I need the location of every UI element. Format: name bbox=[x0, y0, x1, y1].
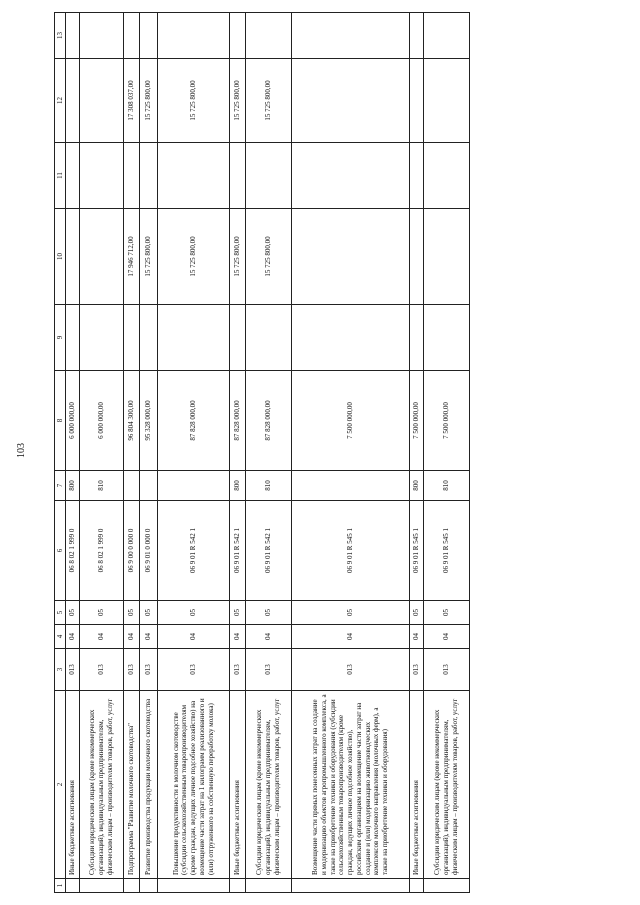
cell-c8: 7 500 000,00 bbox=[410, 371, 424, 471]
row-marker-cell bbox=[80, 879, 124, 893]
cell-c10: 15 725 800,00 bbox=[140, 209, 158, 305]
column-header: 4 bbox=[55, 625, 66, 649]
cell-c3: 013 bbox=[424, 649, 470, 691]
cell-c13 bbox=[410, 13, 424, 59]
cell-c8: 95 328 000,00 bbox=[140, 371, 158, 471]
cell-c7: 800 bbox=[410, 471, 424, 501]
cell-c7 bbox=[124, 471, 140, 501]
cell-c10 bbox=[410, 209, 424, 305]
rotated-page bbox=[54, 13, 574, 893]
row-marker-cell bbox=[230, 879, 246, 893]
cell-c6: 06 9 01 0 000 0 bbox=[140, 501, 158, 601]
cell-c6: 06 9 00 0 000 0 bbox=[124, 501, 140, 601]
cell-c12 bbox=[80, 59, 124, 143]
cell-c12 bbox=[424, 59, 470, 143]
cell-c12: 15 725 800,00 bbox=[246, 59, 292, 143]
row-name-cell: Субсидии юридическим лицам (кроме некоммерческих организаций), индивидуальным предпринимателям, физическим лицам – производителям товаров, работ, услуг bbox=[80, 691, 124, 879]
cell-c5: 05 bbox=[246, 601, 292, 625]
cell-c9 bbox=[230, 305, 246, 371]
cell-c9 bbox=[246, 305, 292, 371]
cell-c9 bbox=[140, 305, 158, 371]
cell-c6: 06 9 01 R 545 1 bbox=[292, 501, 410, 601]
cell-c8: 7 500 000,00 bbox=[292, 371, 410, 471]
table-row bbox=[424, 13, 470, 893]
cell-c11 bbox=[140, 143, 158, 209]
cell-c4: 04 bbox=[158, 625, 230, 649]
cell-c3: 013 bbox=[140, 649, 158, 691]
cell-c13 bbox=[158, 13, 230, 59]
cell-c8: 6 000 000,00 bbox=[80, 371, 124, 471]
cell-c7: 810 bbox=[246, 471, 292, 501]
cell-c7: 800 bbox=[66, 471, 80, 501]
cell-c12: 15 725 800,00 bbox=[230, 59, 246, 143]
column-header: 3 bbox=[55, 649, 66, 691]
cell-c13 bbox=[424, 13, 470, 59]
cell-c11 bbox=[158, 143, 230, 209]
cell-c12 bbox=[292, 59, 410, 143]
column-header: 7 bbox=[55, 471, 66, 501]
cell-c11 bbox=[410, 143, 424, 209]
cell-c3: 013 bbox=[66, 649, 80, 691]
row-name-cell: Иные бюджетные ассигнования bbox=[66, 691, 80, 879]
row-name-cell: Субсидии юридическим лицам (кроме некоммерческих организаций), индивидуальным предпринимателям, физическим лицам – производителям товаров, работ, услуг bbox=[424, 691, 470, 879]
row-marker-cell bbox=[140, 879, 158, 893]
cell-c4: 04 bbox=[140, 625, 158, 649]
cell-c11 bbox=[424, 143, 470, 209]
cell-c4: 04 bbox=[124, 625, 140, 649]
page-number: 103 bbox=[16, 443, 27, 458]
table-row bbox=[124, 13, 140, 893]
column-header: 12 bbox=[55, 59, 66, 143]
cell-c12 bbox=[66, 59, 80, 143]
cell-c12: 17 308 037,00 bbox=[124, 59, 140, 143]
cell-c11 bbox=[66, 143, 80, 209]
cell-c13 bbox=[246, 13, 292, 59]
column-header: 13 bbox=[55, 13, 66, 59]
row-marker-cell bbox=[292, 879, 410, 893]
column-header: 9 bbox=[55, 305, 66, 371]
cell-c13 bbox=[292, 13, 410, 59]
column-header: 11 bbox=[55, 143, 66, 209]
cell-c4: 04 bbox=[292, 625, 410, 649]
cell-c4: 04 bbox=[410, 625, 424, 649]
column-header: 5 bbox=[55, 601, 66, 625]
row-name-cell: Подпрограмма "Развитие молочного скотоводства" bbox=[124, 691, 140, 879]
budget-table bbox=[54, 12, 470, 893]
cell-c4: 04 bbox=[80, 625, 124, 649]
cell-c10 bbox=[292, 209, 410, 305]
cell-c10: 15 725 800,00 bbox=[246, 209, 292, 305]
row-name-cell: Развитие производства продукции молочного скотоводства bbox=[140, 691, 158, 879]
cell-c10 bbox=[66, 209, 80, 305]
cell-c7: 800 bbox=[230, 471, 246, 501]
cell-c13 bbox=[66, 13, 80, 59]
row-marker-cell bbox=[66, 879, 80, 893]
cell-c6: 06 9 01 R 542 1 bbox=[246, 501, 292, 601]
cell-c9 bbox=[66, 305, 80, 371]
cell-c4: 04 bbox=[230, 625, 246, 649]
cell-c10: 15 725 800,00 bbox=[158, 209, 230, 305]
cell-c6: 06 8 02 1 999 0 bbox=[80, 501, 124, 601]
cell-c3: 013 bbox=[292, 649, 410, 691]
cell-c9 bbox=[424, 305, 470, 371]
cell-c12 bbox=[410, 59, 424, 143]
row-marker-cell bbox=[410, 879, 424, 893]
cell-c11 bbox=[230, 143, 246, 209]
table-body bbox=[66, 13, 470, 893]
cell-c6: 06 9 01 R 545 1 bbox=[424, 501, 470, 601]
cell-c6: 06 9 01 R 542 1 bbox=[230, 501, 246, 601]
cell-c10: 15 725 800,00 bbox=[230, 209, 246, 305]
cell-c7 bbox=[140, 471, 158, 501]
cell-c8: 87 828 000,00 bbox=[246, 371, 292, 471]
row-name-cell: Иные бюджетные ассигнования bbox=[230, 691, 246, 879]
cell-c5: 05 bbox=[230, 601, 246, 625]
cell-c6: 06 8 02 1 999 0 bbox=[66, 501, 80, 601]
cell-c7 bbox=[292, 471, 410, 501]
cell-c13 bbox=[230, 13, 246, 59]
row-marker-cell bbox=[246, 879, 292, 893]
cell-c13 bbox=[80, 13, 124, 59]
cell-c7: 810 bbox=[424, 471, 470, 501]
cell-c10 bbox=[424, 209, 470, 305]
table-row bbox=[140, 13, 158, 893]
cell-c5: 05 bbox=[292, 601, 410, 625]
cell-c5: 05 bbox=[124, 601, 140, 625]
table-row bbox=[80, 13, 124, 893]
cell-c6: 06 9 01 R 542 1 bbox=[158, 501, 230, 601]
cell-c8: 87 828 000,00 bbox=[158, 371, 230, 471]
cell-c3: 013 bbox=[246, 649, 292, 691]
row-marker-cell bbox=[124, 879, 140, 893]
column-header: 10 bbox=[55, 209, 66, 305]
cell-c12: 15 725 800,00 bbox=[158, 59, 230, 143]
cell-c9 bbox=[124, 305, 140, 371]
table-row bbox=[66, 13, 80, 893]
table-row bbox=[246, 13, 292, 893]
cell-c11 bbox=[124, 143, 140, 209]
column-header: 6 bbox=[55, 501, 66, 601]
cell-c7 bbox=[158, 471, 230, 501]
cell-c7: 810 bbox=[80, 471, 124, 501]
cell-c4: 04 bbox=[246, 625, 292, 649]
column-header: 8 bbox=[55, 371, 66, 471]
cell-c3: 013 bbox=[230, 649, 246, 691]
cell-c9 bbox=[158, 305, 230, 371]
cell-c3: 013 bbox=[80, 649, 124, 691]
cell-c12: 15 725 800,00 bbox=[140, 59, 158, 143]
table-row bbox=[410, 13, 424, 893]
table-header bbox=[55, 13, 66, 893]
row-name-cell: Возмещение части прямых понесенных затрат на создание и модернизацию объектов агропромышленного комплекса, а также на приобретение техники и оборудования (субсидии сельскохозяйственным товаропроизводителям (кроме граждан, ведущих личное подсобное хозяйство), российским организациям на возмещение части затрат на создание и (или) модернизацию животноводческих комплексов молочного направления (молочных ферм), а также на приобретение техники и оборудования) bbox=[292, 691, 410, 879]
column-header: 1 bbox=[55, 879, 66, 893]
cell-c8: 7 500 000,00 bbox=[424, 371, 470, 471]
table-row bbox=[158, 13, 230, 893]
cell-c5: 05 bbox=[424, 601, 470, 625]
cell-c5: 05 bbox=[410, 601, 424, 625]
row-marker-cell bbox=[424, 879, 470, 893]
cell-c11 bbox=[292, 143, 410, 209]
table-row bbox=[292, 13, 410, 893]
table-row bbox=[230, 13, 246, 893]
cell-c8: 87 828 000,00 bbox=[230, 371, 246, 471]
row-marker-cell bbox=[158, 879, 230, 893]
cell-c13 bbox=[140, 13, 158, 59]
cell-c9 bbox=[80, 305, 124, 371]
cell-c11 bbox=[246, 143, 292, 209]
cell-c8: 6 000 000,00 bbox=[66, 371, 80, 471]
cell-c5: 05 bbox=[66, 601, 80, 625]
cell-c3: 013 bbox=[410, 649, 424, 691]
cell-c4: 04 bbox=[424, 625, 470, 649]
cell-c10: 17 946 712,00 bbox=[124, 209, 140, 305]
cell-c5: 05 bbox=[158, 601, 230, 625]
cell-c5: 05 bbox=[80, 601, 124, 625]
cell-c8: 96 804 300,00 bbox=[124, 371, 140, 471]
row-name-cell: Иные бюджетные ассигнования bbox=[410, 691, 424, 879]
cell-c9 bbox=[292, 305, 410, 371]
cell-c10 bbox=[80, 209, 124, 305]
cell-c13 bbox=[124, 13, 140, 59]
cell-c9 bbox=[410, 305, 424, 371]
column-header: 2 bbox=[55, 691, 66, 879]
cell-c4: 04 bbox=[66, 625, 80, 649]
cell-c6: 06 9 01 R 545 1 bbox=[410, 501, 424, 601]
row-name-cell: Повышение продуктивности в молочном скотоводстве (субсидии сельскохозяйственным товаропроизводителям (кроме граждан, ведущих личное подсобное хозяйство) на возмещение части затрат на 1 килограмм реализованного и (или) отгруженного на собственную переработку молока) bbox=[158, 691, 230, 879]
cell-c3: 013 bbox=[158, 649, 230, 691]
cell-c5: 05 bbox=[140, 601, 158, 625]
row-name-cell: Субсидии юридическим лицам (кроме некоммерческих организаций), индивидуальным предпринимателям, физическим лицам – производителям товаров, работ, услуг bbox=[246, 691, 292, 879]
cell-c11 bbox=[80, 143, 124, 209]
cell-c3: 013 bbox=[124, 649, 140, 691]
